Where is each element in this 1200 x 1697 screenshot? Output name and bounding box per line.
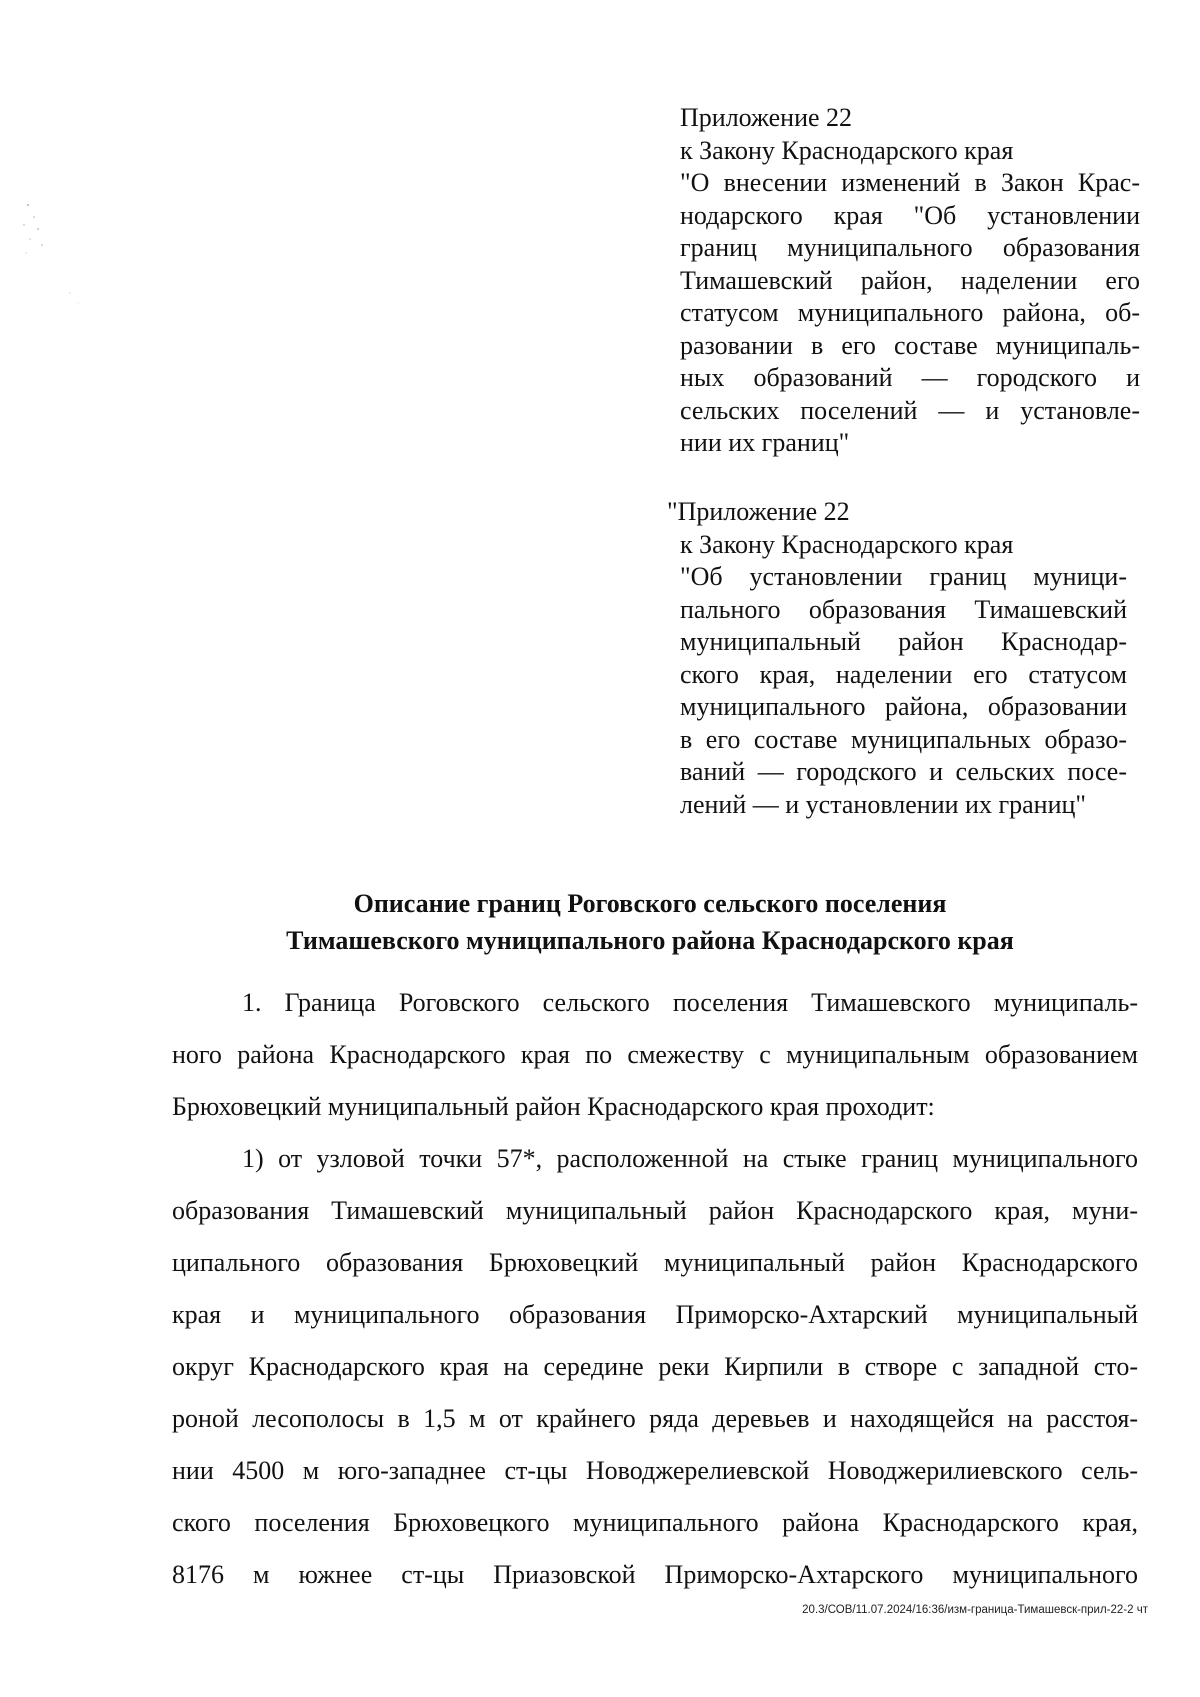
- appendix-line: "Об установлении границ муници-: [680, 562, 1127, 591]
- appendix-line: Приложение 22: [680, 103, 853, 132]
- appendix-line: ваний — городского и сельских посе-: [680, 757, 1127, 786]
- appendix-line: к Закону Краснодарского края: [680, 529, 1014, 559]
- title-line-1: Описание границ Роговского сельского поселения: [353, 889, 947, 918]
- appendix-line: сельских поселений — и установле-: [680, 395, 1140, 425]
- body-line: края и муниципального образования Приморско-Ахтарский муниципальный: [172, 1300, 1138, 1329]
- appendix-line: "О внесении изменений в Закон Крас-: [680, 168, 1140, 197]
- appendix-line: пального образования Тимашевский: [680, 594, 1127, 624]
- body-line: 1) от узловой точки 57*, расположенной на стыке границ муниципального: [242, 1144, 1138, 1173]
- appendix-line: лений — и установлении их границ": [680, 789, 1087, 819]
- document-title: [170, 885, 1130, 959]
- body-line: ского поселения Брюховецкого муниципального района Краснодарского края,: [172, 1508, 1138, 1537]
- body-line: округ Краснодарского края на середине реки Кирпили в створе с западной сто-: [172, 1352, 1138, 1381]
- body-line: Брюховецкий муниципальный район Краснодарского края проходит:: [172, 1092, 935, 1121]
- appendix-header-new: [667, 496, 1127, 821]
- body-line: 8176 м южнее ст-цы Приазовской Приморско-Ахтарского муниципального: [172, 1560, 1138, 1589]
- body-line: ципального образования Брюховецкий муниципальный район Краснодарского: [172, 1248, 1138, 1277]
- appendix-line: границ муниципального образования: [680, 233, 1140, 262]
- appendix-line: к Закону Краснодарского края: [680, 135, 1014, 165]
- appendix-line: ных образований — городского и: [680, 363, 1140, 392]
- appendix-line: разовании в его составе муниципаль-: [680, 330, 1140, 360]
- appendix-line: статусом муниципального района, об-: [680, 298, 1140, 327]
- title-line-2: Тимашевского муниципального района Краснодарского края: [286, 926, 1014, 955]
- scan-specks: [20, 195, 80, 315]
- appendix-line: Тимашевский район, наделении его: [680, 265, 1140, 295]
- appendix-line: "Приложение 22: [667, 497, 850, 526]
- appendix-header-current: [680, 102, 1140, 460]
- body-line: роной лесополосы в 1,5 м от крайнего ряда деревьев и находящейся на расстоя-: [172, 1404, 1138, 1433]
- appendix-line: ского края, наделении его статусом: [680, 659, 1127, 689]
- document-body: [172, 977, 1138, 1601]
- appendix-line: нии их границ": [680, 428, 850, 457]
- appendix-line: муниципального района, образовании: [680, 692, 1127, 721]
- appendix-line: нодарского края "Об установлении: [680, 200, 1140, 230]
- document-footer-stamp: 20.3/СОВ/11.07.2024/16:36/изм-граница-Тимашевск-прил-22-2 чт: [802, 1604, 1148, 1616]
- body-line: образования Тимашевский муниципальный район Краснодарского края, муни-: [172, 1196, 1138, 1225]
- body-line: нии 4500 м юго-западнее ст-цы Новоджерелиевской Новоджерилиевского сель-: [172, 1456, 1138, 1485]
- body-line: ного района Краснодарского края по смежеству с муниципальным образованием: [172, 1040, 1138, 1069]
- body-line: 1. Граница Роговского сельского поселения Тимашевского муниципаль-: [242, 988, 1138, 1017]
- appendix-line: муниципальный район Краснодар-: [680, 627, 1127, 656]
- appendix-line: в его составе муниципальных образо-: [680, 724, 1127, 754]
